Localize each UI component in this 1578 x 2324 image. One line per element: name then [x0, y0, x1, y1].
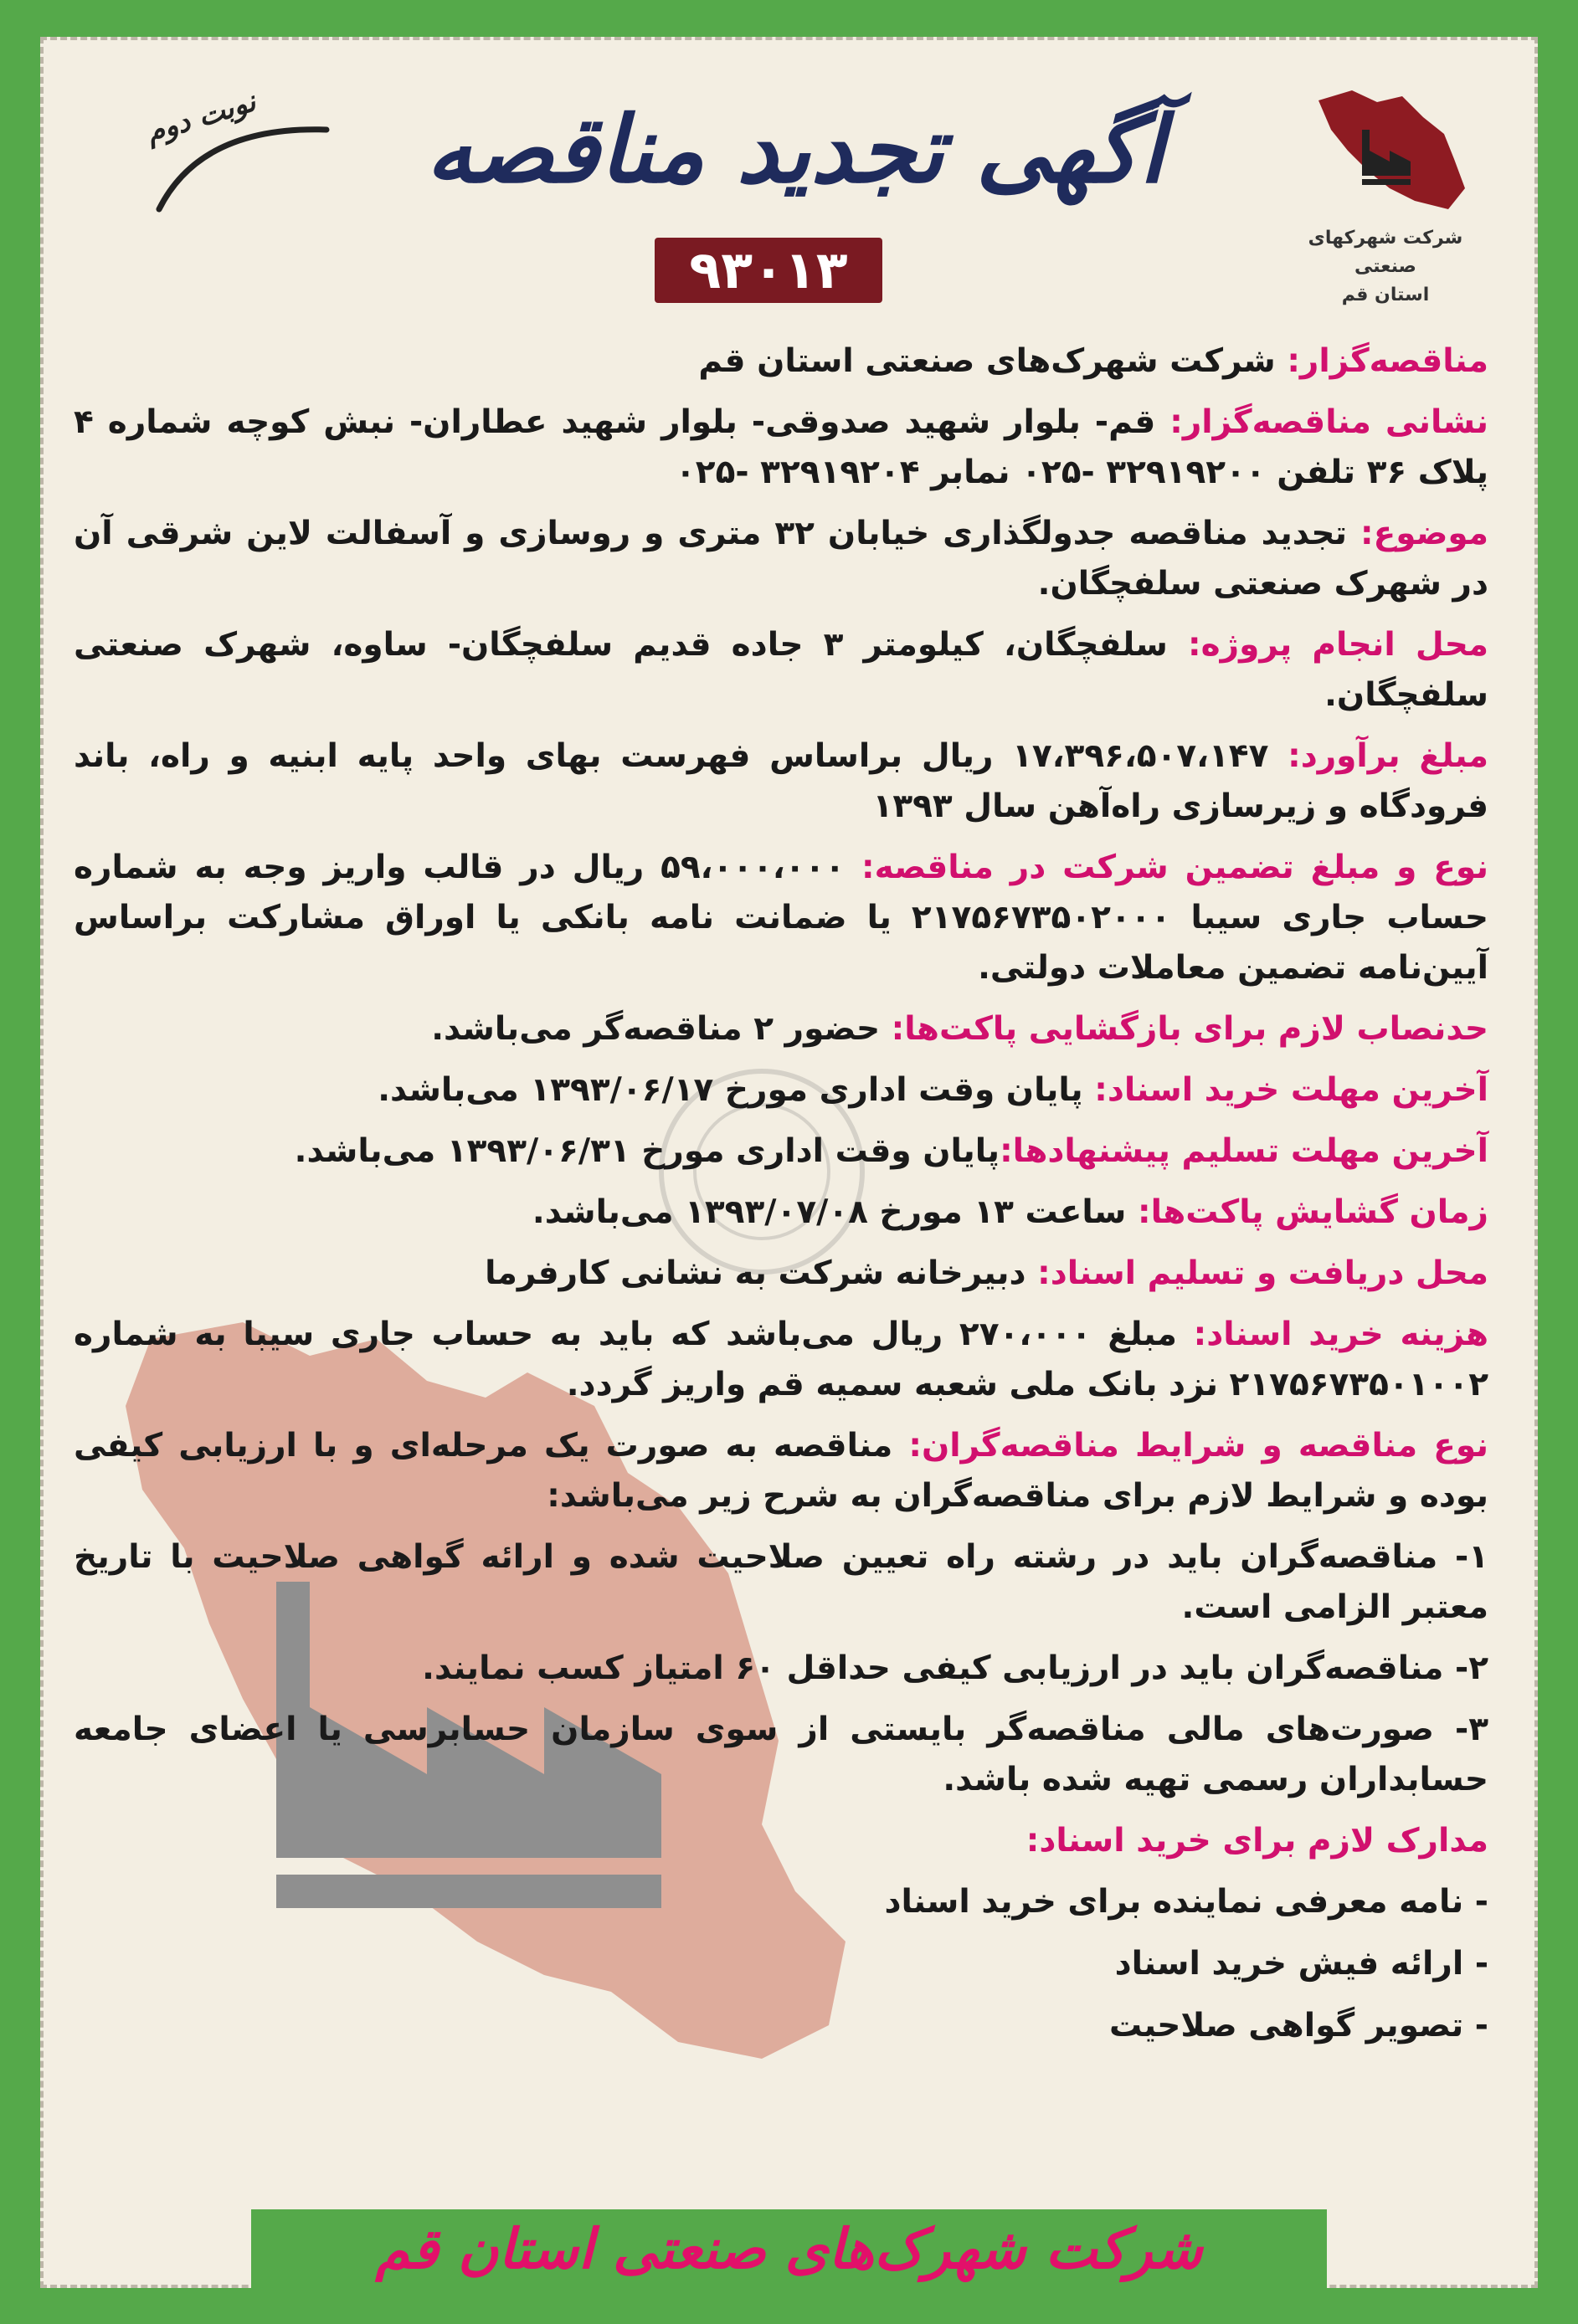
field-label: نوع و مبلغ تضمین شرکت در مناقصه: [861, 849, 1489, 886]
field-value: پایان وقت اداری مورخ ۱۳۹۳/۰۶/۳۱ می‌باشد. [294, 1132, 1000, 1170]
field-label: آخرین مهلت خرید اسناد: [1094, 1071, 1488, 1109]
field-value: شرکت شهرک‌های صنعتی استان قم [698, 342, 1288, 380]
condition-item: ۲- مناقصه‌گران باید در ارزیابی کیفی حداقل ۶۰ امتیاز کسب نمایند. [422, 1649, 1488, 1687]
field-label: مناقصه‌گزار: [1287, 342, 1488, 380]
footer-company-banner: شرکت شهرک‌های صنعتی استان قم [251, 2209, 1327, 2290]
field-address [74, 398, 1488, 498]
field-value: مناقصه به صورت یک مرحله‌ای و با ارزیابی کیفی بوده و شرایط لازم برای مناقصه‌گران به شرح زیر می‌باشد: [74, 1427, 1488, 1515]
field-value: حضور ۲ مناقصه‌گر می‌باشد. [431, 1010, 892, 1048]
company-small-name [1285, 224, 1486, 310]
company-logo-icon [1310, 84, 1469, 218]
field-tender-type [74, 1421, 1488, 1521]
condition-item: ۳- صورت‌های مالی مناقصه‌گر بایستی از سوی سازمان حسابرسی یا اعضای جامعه حسابداران رسمی تهیه شده باشد. [74, 1711, 1488, 1798]
field-docs-location [74, 1249, 1488, 1299]
tender-body [74, 336, 1488, 2165]
field-label: آخرین مهلت تسلیم پیشنهادها: [1000, 1132, 1488, 1170]
field-value: ۵۹،۰۰۰،۰۰۰ ریال در قالب واریز وجه به شماره حساب جاری سیبا ۲۱۷۵۶۷۳۵۰۲۰۰۰ یا ضمانت نامه بانکی یا اوراق مشارکت براساس آیین‌نامه تضمین معاملات دولتی. [74, 849, 1488, 987]
docs-item: - نامه معرفی نماینده برای خرید اسناد [884, 1883, 1488, 1921]
field-value: پایان وقت اداری مورخ ۱۳۹۳/۰۶/۱۷ می‌باشد. [378, 1071, 1095, 1109]
field-label: هزینه خرید اسناد: [1193, 1316, 1488, 1353]
field-label: نوع مناقصه و شرایط مناقصه‌گران: [908, 1427, 1488, 1465]
docs-heading: مدارک لازم برای خرید اسناد: [1025, 1822, 1488, 1860]
field-label: مبلغ برآورد: [1288, 737, 1488, 775]
condition-item: ۱- مناقصه‌گران باید در رشته راه تعیین صلاحیت شده و ارائه گواهی صلاحیت با تاریخ معتبر الزامی است. [74, 1538, 1488, 1626]
field-label: حدنصاب لازم برای بازگشایی پاکت‌ها: [891, 1010, 1488, 1048]
field-estimate [74, 731, 1488, 832]
field-label: موضوع: [1360, 515, 1488, 552]
field-submission-deadline [74, 1126, 1488, 1177]
field-value: قم- بلوار شهید صدوقی- بلوار شهید عطاران- نبش کوچه شماره ۴ پلاک ۳۶ تلفن ۳۲۹۱۹۲۰۰ -۰۲۵ نمابر ۳۲۹۱۹۲۰۴ -۰۲۵ [74, 403, 1488, 491]
field-docs-cost [74, 1310, 1488, 1410]
field-purchase-deadline [74, 1065, 1488, 1116]
field-opening-time [74, 1188, 1488, 1238]
round-note: نوبت دوم [141, 85, 260, 150]
field-value: مبلغ ۲۷۰،۰۰۰ ریال می‌باشد که باید به حساب جاری سیبا به شماره ۲۱۷۵۶۷۳۵۰۱۰۰۲ نزد بانک ملی شعبه سمیه قم واریز گردد. [74, 1316, 1488, 1403]
field-value: ۱۷،۳۹۶،۵۰۷،۱۴۷ ریال براساس فهرست بهای واحد پایه ابنیه و راه، باند فرودگاه و زیرسازی راه‌آهن سال ۱۳۹۳ [74, 737, 1488, 825]
docs-item: - ارائه فیش خرید اسناد [1114, 1945, 1488, 1983]
docs-item: - تصویر گواهی صلاحیت [1109, 2007, 1488, 2044]
field-label: محل انجام پروژه: [1188, 626, 1488, 664]
field-location [74, 620, 1488, 721]
field-guarantee [74, 843, 1488, 993]
swoosh-icon [151, 109, 335, 218]
field-value: سلفچگان، کیلومتر ۳ جاده قدیم سلفچگان- ساوه، شهرک صنعتی سلفچگان. [74, 626, 1488, 714]
page-title: آگهی تجدید مناقصه [425, 96, 1165, 203]
field-value: ساعت ۱۳ مورخ ۱۳۹۳/۰۷/۰۸ می‌باشد. [532, 1193, 1138, 1231]
field-tenderer [74, 336, 1488, 387]
field-subject [74, 509, 1488, 609]
company-small-line1: شرکت شهرکهای صنعتی [1308, 228, 1463, 277]
field-value: دبیرخانه شرکت به نشانی کارفرما [485, 1254, 1038, 1292]
tender-number-badge: ۹۳۰۱۳ [655, 238, 882, 303]
field-quorum [74, 1004, 1488, 1054]
field-value: تجدید مناقصه جدولگذاری خیابان ۳۲ متری و روسازی و آسفالت لاین شرقی آن در شهرک صنعتی سلفچگان. [74, 515, 1488, 603]
field-label: نشانی مناقصه‌گزار: [1169, 403, 1488, 441]
field-label: زمان گشایش پاکت‌ها: [1137, 1193, 1488, 1231]
field-label: محل دریافت و تسلیم اسناد: [1037, 1254, 1488, 1292]
company-small-line2: استان قم [1341, 285, 1430, 305]
